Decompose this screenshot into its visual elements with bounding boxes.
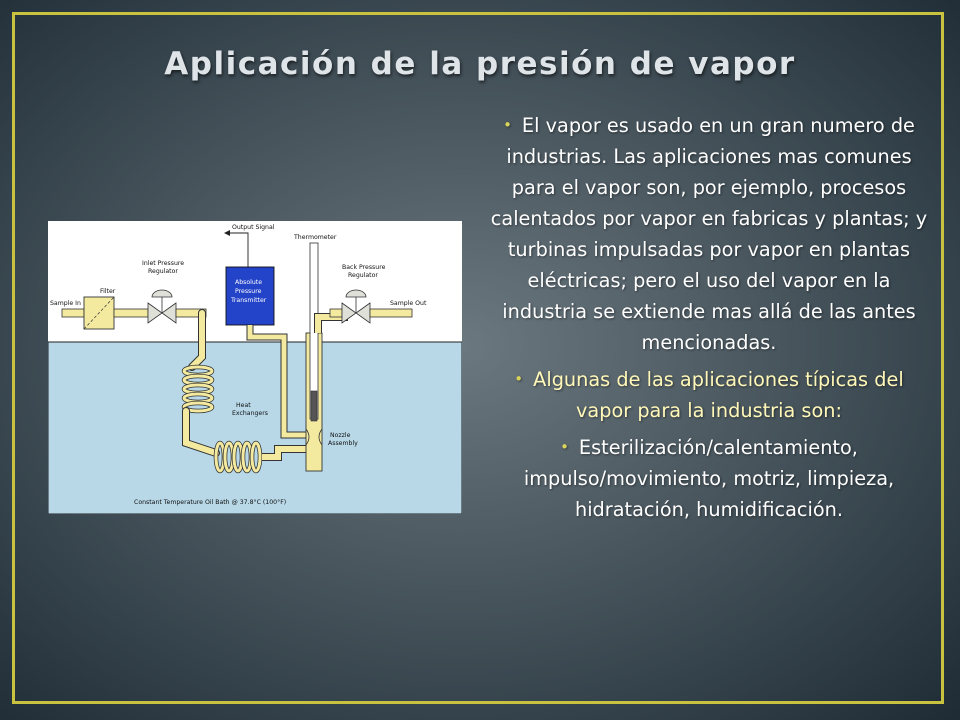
thermometer-label: Thermometer — [294, 234, 337, 241]
heat-exchangers-label-2: Exchangers — [232, 410, 269, 417]
transmitter-label-2: Pressure — [235, 288, 262, 295]
back-valve-right — [356, 303, 370, 323]
bullet-text: El vapor es usado en un gran numero de industrias. Las aplicaciones mas comunes para el vapor son, por ejemplo, procesos calentados por vapor en fabricas y plantas; y turbinas impulsadas por vapor en plantas eléctricas; pero el uso del vapor en la industria se extiende mas allá de las antes mencionadas. — [490, 114, 928, 354]
sample-in-label: Sample In — [50, 300, 81, 307]
transmitter-label-1: Absolute — [235, 279, 263, 286]
output-signal-label: Output Signal — [232, 224, 275, 231]
filter-label: Filter — [100, 288, 116, 295]
heat-exchangers-label-1: Heat — [236, 402, 251, 409]
back-valve-dome — [346, 290, 366, 297]
inlet-regulator-label-2: Regulator — [148, 268, 178, 275]
pipe-back-valve-in — [330, 309, 342, 317]
inlet-pipe — [62, 309, 84, 317]
output-signal-arrow — [224, 230, 230, 236]
inlet-regulator-label-1: Inlet Pressure — [142, 260, 185, 267]
bullet-item — [488, 364, 930, 426]
pipe-filter-valve — [114, 309, 148, 317]
bullet-item — [488, 110, 930, 358]
output-signal-line — [230, 233, 248, 267]
pressure-transmitter — [226, 267, 274, 325]
nozzle-label-2: Assembly — [328, 440, 358, 447]
bullet-dot-icon: • — [560, 438, 569, 456]
thermometer-bulb — [311, 391, 317, 421]
transmitter-label-3: Transmitter — [231, 297, 267, 304]
back-valve-left — [342, 303, 356, 323]
inlet-valve-right — [162, 303, 176, 323]
back-regulator-label-2: Regulator — [348, 272, 378, 279]
sample-out-label: Sample Out — [390, 300, 427, 307]
nozzle-label-1: Nozzle — [330, 432, 351, 439]
bullet-dot-icon: • — [514, 370, 524, 388]
back-regulator-label-1: Back Pressure — [342, 264, 386, 271]
inlet-valve-left — [148, 303, 162, 323]
outlet-pipe — [370, 309, 412, 317]
vapor-pressure-diagram — [48, 221, 462, 514]
slide-title: Aplicación de la presión de vapor — [164, 46, 796, 82]
bullet-text: Esterilización/calentamiento, impulso/movimiento, motriz, limpieza, hidratación, humidificación. — [523, 436, 895, 521]
oil-bath — [48, 342, 462, 514]
oil-bath-label: Constant Temperature Oil Bath @ 37.8°C (100°F) — [134, 499, 287, 506]
bullet-list — [488, 110, 930, 531]
inlet-valve-dome — [152, 290, 172, 297]
bullet-dot-icon: • — [503, 116, 512, 134]
bullet-text: Algunas de las aplicaciones típicas del vapor para la industria son: — [533, 368, 904, 422]
bullet-item — [488, 432, 930, 525]
